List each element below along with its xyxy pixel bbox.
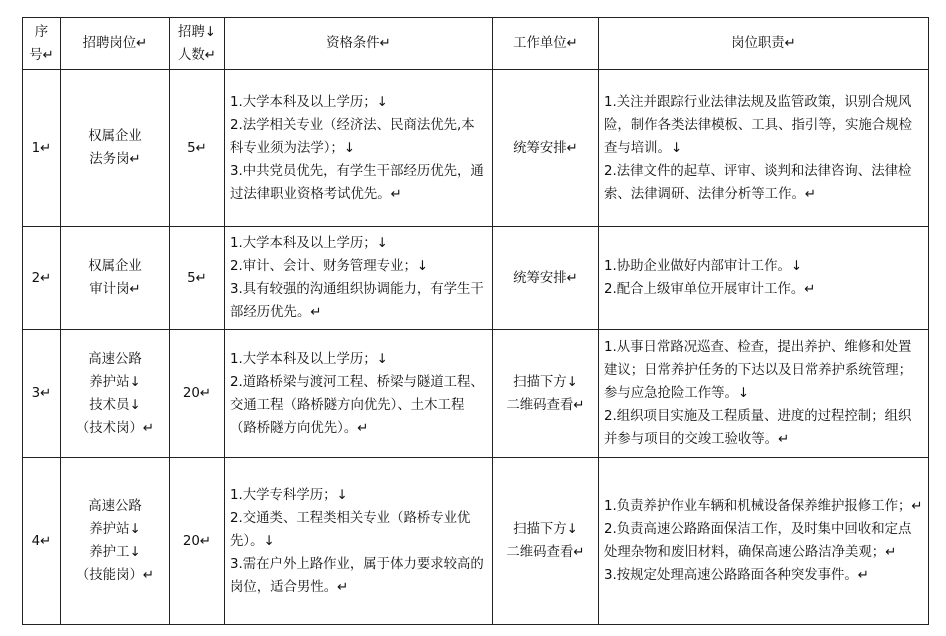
cell-position-line: 权属企业 xyxy=(88,129,142,144)
cell-duties-line: 1.从事日常路况巡查、检查，提出养护、维修和处置建议；日常养护任务的下达以及日常养护系统管理；参与应急抢险工作等。↓ xyxy=(604,340,912,401)
cell-unit-line: 统筹安排↵ xyxy=(513,140,578,156)
cell-no: 3↵ xyxy=(23,330,61,458)
cell-position-line: 养护站↓ xyxy=(89,522,141,537)
cell-qualifications xyxy=(225,330,493,458)
cell-unit xyxy=(493,70,599,227)
cell-position-line: 技术员↓ xyxy=(89,397,141,413)
table-row xyxy=(23,330,929,458)
cell-no: 4↵ xyxy=(23,458,61,625)
header-unit: 工作单位↵ xyxy=(493,18,599,70)
table-row xyxy=(23,227,929,330)
cell-duties xyxy=(599,458,929,625)
header-duties: 岗位职责↵ xyxy=(599,18,929,70)
cell-duties-line: 2.法律文件的起草、评审、谈判和法律咨询、法律检索、法律调研、法律分析等工作。↵ xyxy=(604,163,912,202)
cell-count: 5↵ xyxy=(170,70,225,227)
cell-count: 20↵ xyxy=(170,458,225,625)
table-row xyxy=(23,458,929,625)
cell-unit xyxy=(493,227,599,330)
cell-unit-line: 二维码查看↵ xyxy=(506,545,585,560)
cell-unit xyxy=(493,330,599,458)
cell-position-line: 高速公路 xyxy=(88,351,142,367)
cell-position-line: 高速公路 xyxy=(88,499,142,514)
cell-duties-line: 2.负责高速公路路面保洁工作，及时集中回收和定点处理杂物和废旧材料，确保高速公路洁净美观；↵ xyxy=(604,522,912,560)
cell-unit-line: 扫描下方↓ xyxy=(513,374,578,390)
cell-count: 5↵ xyxy=(170,227,225,330)
table-header-row xyxy=(23,18,929,70)
cell-duties-line: 3.按规定处理高速公路路面各种突发事件。↵ xyxy=(604,568,870,583)
cell-unit xyxy=(493,458,599,625)
cell-duties xyxy=(599,227,929,330)
cell-qualifications-line: 1.大学本科及以上学历；↓ xyxy=(230,351,388,367)
cell-position-line: （技能岗）↵ xyxy=(75,568,155,583)
cell-duties-line: 1.负责养护作业车辆和机械设备保养维护报修工作；↵ xyxy=(604,499,923,514)
header-position: 招聘岗位↵ xyxy=(61,18,170,70)
header-no: 序 号↵ xyxy=(23,18,61,70)
cell-no: 1↵ xyxy=(23,70,61,227)
table-row xyxy=(23,70,929,227)
cell-position xyxy=(61,70,170,227)
cell-qualifications-line: 1.大学本科及以上学历；↓ xyxy=(230,94,388,110)
cell-qualifications-line: 1.大学专科学历；↓ xyxy=(230,487,348,503)
cell-qualifications-line: 2.法学相关专业（经济法、民商法优先,本科专业须为法学）；↓ xyxy=(230,117,475,156)
cell-no: 2↵ xyxy=(23,227,61,330)
cell-duties xyxy=(599,330,929,458)
cell-qualifications-line: 2.审计、会计、财务管理专业；↓ xyxy=(230,259,429,274)
cell-qualifications-line: 3.具有较强的沟通组织协调能力，有学生干部经历优先。↵ xyxy=(230,282,484,320)
cell-position xyxy=(61,227,170,330)
cell-duties-line: 1.协助企业做好内部审计工作。↓ xyxy=(604,259,803,274)
header-count: 招聘↓ 人数↵ xyxy=(170,18,225,70)
cell-duties xyxy=(599,70,929,227)
cell-unit-line: 二维码查看↵ xyxy=(506,397,585,413)
cell-duties-line: 1.关注并跟踪行业法律法规及监管政策，识别合规风险，制作各类法律模板、工具、指引等，实施合规检查与培训。↓ xyxy=(604,94,912,156)
cell-count: 20↵ xyxy=(170,330,225,458)
recruitment-table xyxy=(22,17,929,625)
cell-position xyxy=(61,330,170,458)
cell-qualifications-line: 1.大学本科及以上学历；↓ xyxy=(230,236,388,251)
cell-position-line: 审计岗↵ xyxy=(89,282,141,297)
cell-unit-line: 统筹安排↵ xyxy=(513,270,578,286)
cell-position-line: 养护站↓ xyxy=(89,374,141,390)
cell-unit-line: 扫描下方↓ xyxy=(513,522,578,537)
cell-qualifications-line: 3.中共党员优先，有学生干部经历优先，通过法律职业资格考试优先。↵ xyxy=(230,163,484,202)
cell-position-line: 法务岗↵ xyxy=(89,152,141,167)
cell-position-line: （技术岗）↵ xyxy=(75,420,155,436)
cell-qualifications xyxy=(225,70,493,227)
cell-qualifications-line: 3.需在户外上路作业，属于体力要求较高的岗位，适合男性。↵ xyxy=(230,556,484,595)
cell-position-line: 权属企业 xyxy=(88,259,142,274)
cell-position xyxy=(61,458,170,625)
cell-qualifications-line: 2.道路桥梁与渡河工程、桥梁与隧道工程、交通工程（路桥隧方向优先）、土木工程（路桥隧方向优先）。↵ xyxy=(230,374,484,436)
cell-position-line: 养护工↓ xyxy=(89,545,141,560)
cell-qualifications-line: 2.交通类、工程类相关专业（路桥专业优先）。↓ xyxy=(230,510,471,549)
cell-duties-line: 2.配合上级审单位开展审计工作。↵ xyxy=(604,282,816,297)
cell-qualifications xyxy=(225,227,493,330)
cell-qualifications xyxy=(225,458,493,625)
header-qualifications: 资格条件↵ xyxy=(225,18,493,70)
cell-duties-line: 2.组织项目实施及工程质量、进度的过程控制；组织并参与项目的交竣工验收等。↵ xyxy=(604,409,912,447)
